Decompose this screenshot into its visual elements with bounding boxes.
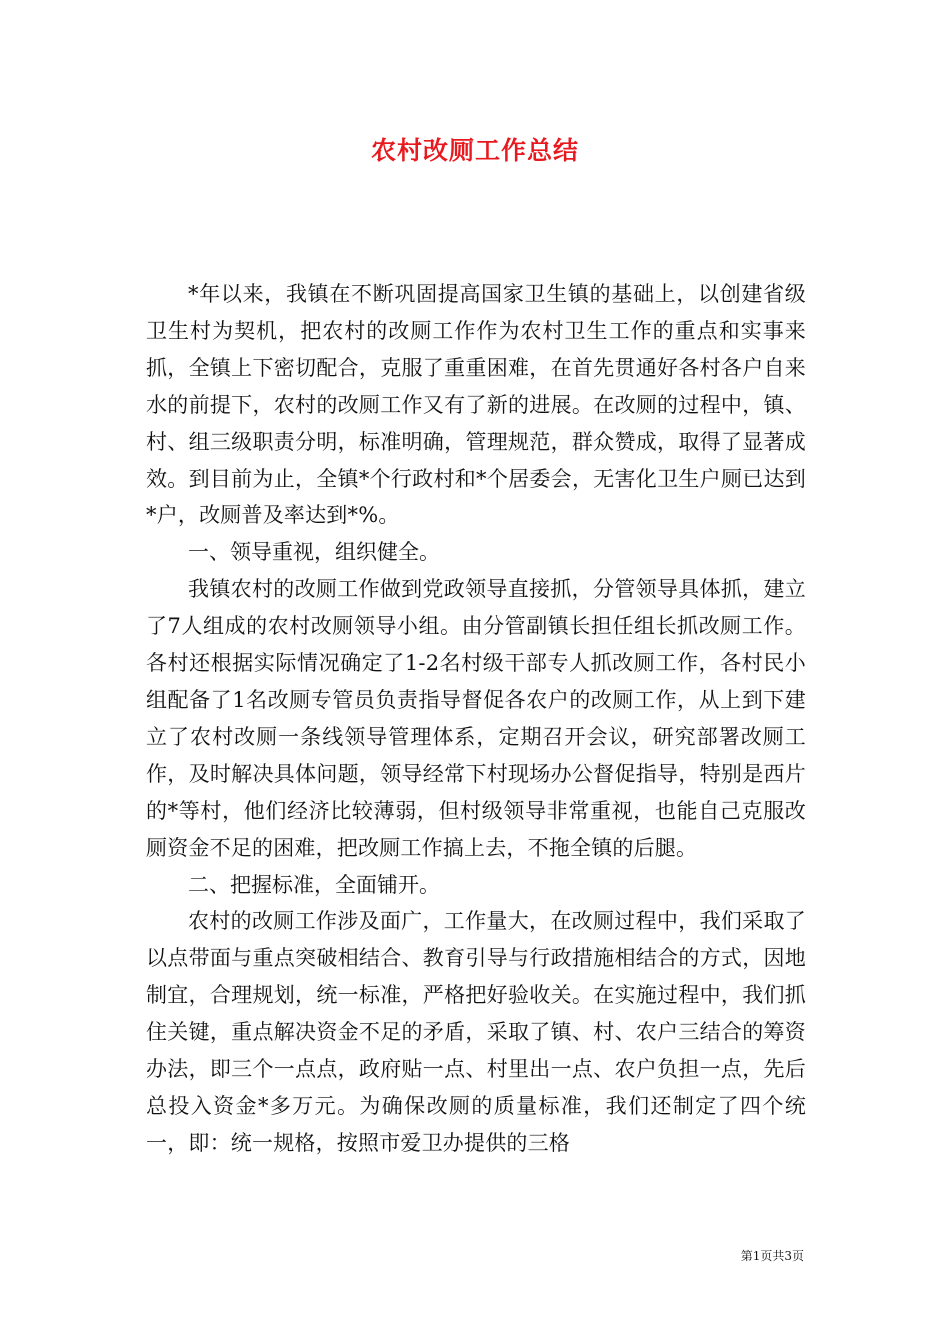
document-title: 农村改厕工作总结 xyxy=(370,136,579,165)
section-heading-1: 一、领导重视，组织健全。 xyxy=(188,540,440,565)
paragraph-leadership: 我镇农村的改厕工作做到党政领导直接抓，分管领导具体抓，建立了7人组成的农村改厕领导小组。由分管副镇长担任组长抓改厕工作。各村还根据实际情况确定了1-2名村级干部专人抓改厕工作，各村民小组配备了1名改厕专管员负责指导督促各农户的改厕工作，从上到下建立了农村改厕一条线领导管理体系，定期召开会议，研究部署改厕工作，及时解决具体问题，领导经常下村现场办公督促指导，特别是西片的*等村，他们经济比较薄弱，但村级领导非常重视，也能自己克服改厕资金不足的困难，把改厕工作搞上去，不拖全镇的后腿。 xyxy=(146,577,806,860)
paragraph-intro: *年以来，我镇在不断巩固提高国家卫生镇的基础上，以创建省级卫生村为契机，把农村的改厕工作作为农村卫生工作的重点和实事来抓，全镇上下密切配合，克服了重重困难，在首先贯通好各村各户自来水的前提下，农村的改厕工作又有了新的进展。在改厕的过程中，镇、村、组三级职责分明，标准明确，管理规范，群众赞成，取得了显著成效。到目前为止，全镇*个行政村和*个居委会，无害化卫生户厕已达到*户，改厕普及率达到*%。 xyxy=(146,282,806,528)
document-body xyxy=(146,276,806,1162)
section-heading-2: 二、把握标准，全面铺开。 xyxy=(188,872,440,897)
paragraph-standards: 农村的改厕工作涉及面广，工作量大，在改厕过程中，我们采取了以点带面与重点突破相结合、教育引导与行政措施相结合的方式，因地制宜，合理规划，统一标准，严格把好验收关。在实施过程中，我们抓住关键，重点解决资金不足的矛盾，采取了镇、村、农户三结合的筹资办法，即三个一点点，政府贴一点、村里出一点、农户负担一点，先后总投入资金*多万元。为确保改厕的质量标准，我们还制定了四个统一，即：统一规格，按照市爱卫办提供的三格 xyxy=(146,909,806,1155)
page-number-footer: 第1页共3页 xyxy=(740,1249,804,1263)
